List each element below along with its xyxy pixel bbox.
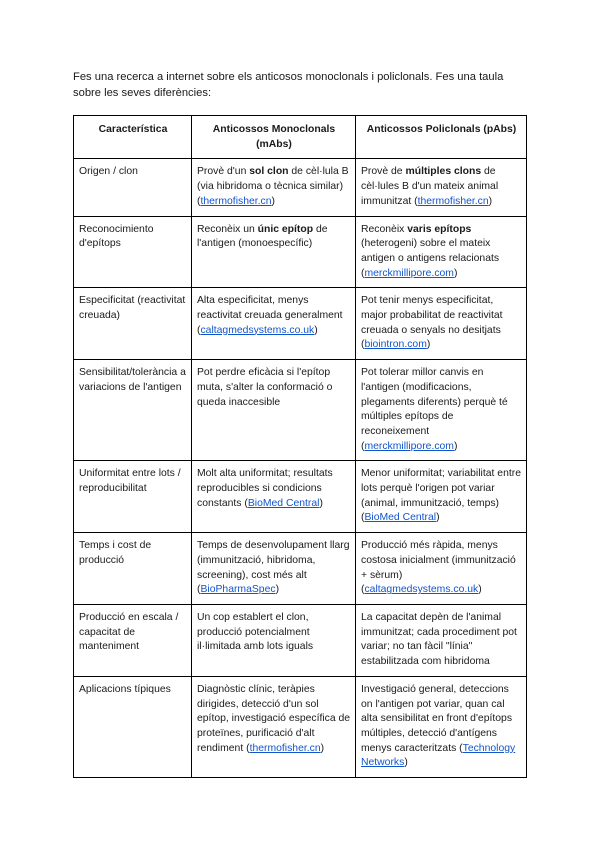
source-link[interactable]: BioPharmaSpec — [200, 584, 276, 596]
cell-text: (heterogeni) sobre el mateix antigen o antigens relacionats ( — [361, 238, 500, 279]
cell-monoclonal — [192, 676, 356, 777]
table-row — [74, 288, 527, 360]
bold-text: varis epítops — [407, 223, 472, 235]
cell-text: Diagnòstic clínic, teràpies dirigides, detecció d'un sol epítop, investigació específica de proteïnes, purificació d'alt rendiment ( — [197, 683, 351, 754]
cell-text: Provè de — [361, 166, 406, 178]
cell-text: ) — [314, 324, 318, 336]
cell-text: ) — [404, 757, 408, 769]
cell-feature: Reconocimiento d'epítops — [74, 216, 192, 288]
cell-polyclonal — [356, 676, 527, 777]
source-link[interactable]: merckmillipore.com — [364, 267, 454, 279]
cell-feature: Especificitat (reactivitat creuada) — [74, 288, 192, 360]
cell-text: Pot perdre eficàcia si l'epítop muta, s'alter la conformació o queda inaccesible — [197, 367, 333, 408]
cell-text: ) — [275, 584, 280, 596]
cell-polyclonal — [356, 159, 527, 216]
cell-monoclonal — [192, 461, 356, 533]
header-feature: Característica — [74, 116, 192, 159]
source-link[interactable]: BioMed Central — [247, 497, 320, 509]
cell-feature: Origen / clon — [74, 159, 192, 216]
cell-text: ) — [478, 584, 482, 596]
cell-feature: Uniformitat entre lots / reproducibilitat — [74, 461, 192, 533]
source-link[interactable]: thermofisher.cn — [417, 195, 489, 207]
cell-text: ) — [488, 195, 493, 207]
cell-feature: Aplicacions típiques — [74, 676, 192, 777]
source-link[interactable]: biointron.com — [364, 339, 427, 351]
cell-feature: Temps i cost de producció — [74, 533, 192, 605]
table-row — [74, 604, 527, 676]
cell-text: ) — [453, 440, 458, 452]
cell-text: de l'antigen (monoespecífic) — [197, 223, 328, 250]
cell-text: Un cop establert el clon, producció potencialment il·limitada amb lots iguals — [197, 611, 314, 653]
bold-text: sol clon — [249, 166, 289, 178]
source-link[interactable]: merckmillipore.com — [364, 440, 454, 452]
cell-polyclonal — [356, 604, 527, 676]
bold-text: múltiples clons — [405, 166, 482, 178]
source-link[interactable]: thermofisher.cn — [249, 742, 321, 754]
table-row — [74, 216, 527, 288]
cell-text: Producció més ràpida, menys costosa inicialment (immunització + sèrum) ( — [361, 540, 516, 596]
table-header-row — [74, 116, 527, 159]
cell-monoclonal — [192, 216, 356, 288]
source-link[interactable]: BioMed Central — [364, 512, 437, 524]
cell-text: ) — [426, 339, 431, 351]
cell-text: Molt alta uniformitat; resultats reproducibles si condicions constants ( — [197, 468, 333, 509]
cell-text: ) — [320, 742, 325, 754]
cell-polyclonal — [356, 288, 527, 360]
cell-monoclonal — [192, 533, 356, 605]
cell-text: Alta especificitat, menys reactivitat creuada generalment ( — [197, 295, 343, 336]
cell-text: Reconèix un — [197, 223, 258, 235]
cell-text: ) — [436, 512, 440, 524]
cell-text: de cèl·lules B d'un mateix animal immunitzat ( — [361, 166, 499, 207]
cell-text: Reconèix — [361, 223, 408, 235]
cell-feature: Sensibilitat/tolerància a variacions de l'antigen — [74, 360, 192, 461]
cell-polyclonal — [356, 461, 527, 533]
cell-monoclonal — [192, 360, 356, 461]
cell-text: de cèl·lula B (via hibridoma o tècnica similar) ( — [197, 166, 349, 207]
cell-text: Menor uniformitat; variabilitat entre lots perquè l'origen pot variar (animal, immunització, temps) ( — [361, 468, 521, 524]
cell-text: Temps de desenvolupament llarg (immunització, hibridoma, screening), cost més alt ( — [197, 540, 350, 596]
instructions-paragraph: Fes una recerca a internet sobre els anticosos monoclonals i policlonals. Fes una taula sobre les seves diferències: — [73, 71, 504, 99]
table-row — [74, 159, 527, 216]
cell-polyclonal — [356, 216, 527, 288]
cell-text: La capacitat depèn de l'animal immunitzat; cada procediment pot variar; no tan fàcil "línia" estabilitzada com hibridoma — [361, 611, 517, 668]
table-row — [74, 360, 527, 461]
cell-monoclonal — [192, 288, 356, 360]
comparison-table — [73, 115, 527, 778]
cell-text: Investigació general, deteccions on l'antigen pot variar, quan cal alta sensibilitat en front d'epítops múltiples, detecció d'antígens menys caracteritzats ( — [361, 683, 513, 754]
bold-text: únic epítop — [257, 223, 314, 235]
cell-text: ) — [319, 497, 323, 509]
cell-text: ) — [453, 267, 458, 279]
source-link[interactable]: thermofisher.cn — [200, 195, 272, 207]
header-monoclonal: Anticossos Monoclonals (mAbs) — [192, 116, 356, 159]
cell-monoclonal — [192, 159, 356, 216]
cell-feature: Producció en escala / capacitat de manteniment — [74, 604, 192, 676]
source-link[interactable]: caltagmedsystems.co.uk — [200, 324, 315, 336]
source-link[interactable]: caltagmedsystems.co.uk — [364, 584, 479, 596]
source-link[interactable]: Technology Networks — [361, 742, 516, 769]
cell-monoclonal — [192, 604, 356, 676]
table-row — [74, 461, 527, 533]
cell-text: Provè d'un — [197, 166, 250, 178]
cell-polyclonal — [356, 360, 527, 461]
table-row — [74, 676, 527, 777]
header-polyclonal: Anticossos Policlonals (pAbs) — [356, 116, 527, 159]
cell-text: ) — [271, 195, 275, 207]
cell-text: Pot tenir menys especificitat, major probabilitat de reactivitat creuada o senyals no desitjats ( — [361, 295, 503, 351]
cell-polyclonal — [356, 533, 527, 605]
cell-text: Pot tolerar millor canvis en l'antigen (modificacions, plegaments diferents) perquè té múltiples epítops de reconeixement ( — [361, 367, 508, 452]
table-row — [74, 533, 527, 605]
